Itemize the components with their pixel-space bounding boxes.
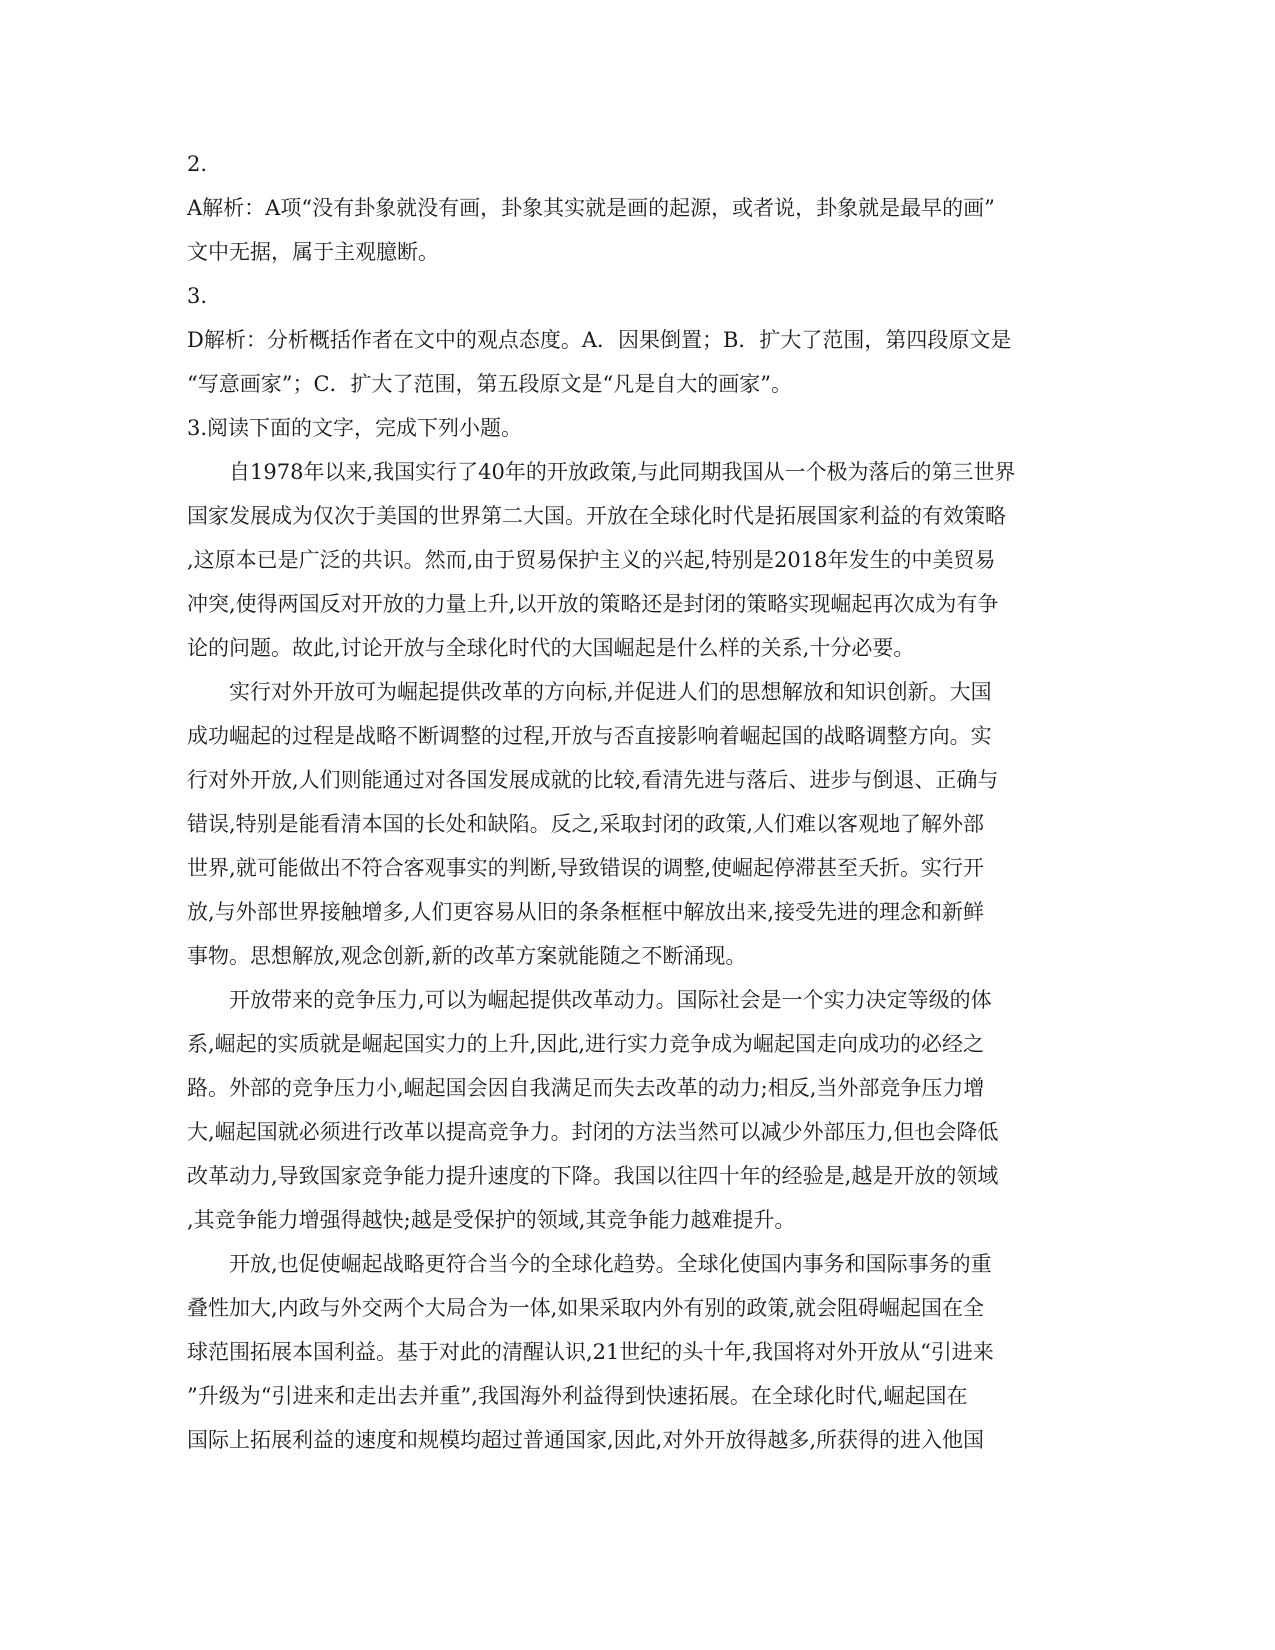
text-line: 开放,也促使崛起战略更符合当今的全球化趋势。全球化使国内事务和国际事务的重	[229, 1252, 992, 1276]
text-line: D解析：分析概括作者在文中的观点态度。A．因果倒置；B．扩大了范围，第四段原文是	[187, 328, 1012, 352]
text-line: 大,崛起国就必须进行改革以提高竞争力。封闭的方法当然可以减少外部压力,但也会降低	[187, 1120, 999, 1144]
text-line: ”升级为“引进来和走出去并重”,我国海外利益得到快速拓展。在全球化时代,崛起国在	[187, 1384, 968, 1408]
text-line: 改革动力,导致国家竞争能力提升速度的下降。我国以往四十年的经验是,越是开放的领域	[187, 1164, 999, 1188]
text-line: ,这原本已是广泛的共识。然而,由于贸易保护主义的兴起,特别是2018年发生的中美贸易	[187, 548, 996, 572]
para-4	[187, 1242, 1087, 1462]
text-line: “写意画家”；C．扩大了范围，第五段原文是“凡是自大的画家”。	[187, 372, 793, 396]
text-line: 路。外部的竞争压力小,崛起国会因自我满足而失去改革的动力;相反,当外部竞争压力增	[187, 1076, 985, 1100]
q3-number	[187, 274, 1087, 318]
text-line: 行对外开放,人们则能通过对各国发展成就的比较,看清先进与落后、进步与倒退、正确与	[187, 768, 999, 792]
text-line: 系,崛起的实质就是崛起国实力的上升,因此,进行实力竞争成为崛起国走向成功的必经之	[187, 1032, 985, 1056]
text-line: 放,与外部世界接触增多,人们更容易从旧的条条框框中解放出来,接受先进的理念和新鲜	[187, 900, 985, 924]
section-heading	[187, 406, 1087, 450]
text-line: 成功崛起的过程是战略不断调整的过程,开放与否直接影响着崛起国的战略调整方向。实	[187, 724, 992, 748]
text-line: 实行对外开放可为崛起提供改革的方向标,并促进人们的思想解放和知识创新。大国	[229, 680, 992, 704]
text-line: 错误,特别是能看清本国的长处和缺陷。反之,采取封闭的政策,人们难以客观地了解外部	[187, 812, 985, 836]
q2-number	[187, 142, 1087, 186]
text-line: 事物。思想解放,观念创新,新的改革方案就能随之不断涌现。	[187, 944, 747, 968]
text-line: 世界,就可能做出不符合客观事实的判断,导致错误的调整,使崛起停滞甚至夭折。实行开	[187, 856, 985, 880]
text-line: 叠性加大,内政与外交两个大局合为一体,如果采取内外有别的政策,就会阻碍崛起国在全	[187, 1296, 985, 1320]
q3-analysis	[187, 318, 1087, 406]
para-1	[187, 450, 1087, 670]
text-line: 国家发展成为仅次于美国的世界第二大国。开放在全球化时代是拓展国家利益的有效策略	[187, 504, 1006, 528]
text-line: 论的问题。故此,讨论开放与全球化时代的大国崛起是什么样的关系,十分必要。	[187, 636, 915, 660]
para-2	[187, 670, 1087, 978]
text-line: 自1978年以来,我国实行了40年的开放政策,与此同期我国从一个极为落后的第三世界	[229, 460, 1016, 484]
q2-analysis	[187, 186, 1087, 274]
document-page	[187, 142, 1087, 1462]
text-line: 文中无据，属于主观臆断。	[187, 240, 439, 264]
text-line: 2.	[187, 152, 208, 176]
text-line: 开放带来的竞争压力,可以为崛起提供改革动力。国际社会是一个实力决定等级的体	[229, 988, 992, 1012]
text-line: 国际上拓展利益的速度和规模均超过普通国家,因此,对外开放得越多,所获得的进入他国	[187, 1428, 985, 1452]
text-line: 3.阅读下面的文字，完成下列小题。	[187, 416, 523, 440]
text-line: 3.	[187, 284, 208, 308]
text-line: ,其竞争能力增强得越快;越是受保护的领域,其竞争能力越难提升。	[187, 1208, 796, 1232]
text-line: A解析：A项“没有卦象就没有画，卦象其实就是画的起源，或者说，卦象就是最早的画”	[187, 196, 995, 220]
text-line: 冲突,使得两国反对开放的力量上升,以开放的策略还是封闭的策略实现崛起再次成为有争	[187, 592, 999, 616]
text-line: 球范围拓展本国利益。基于对此的清醒认识,21世纪的头十年,我国将对外开放从“引进来	[187, 1340, 994, 1364]
para-3	[187, 978, 1087, 1242]
